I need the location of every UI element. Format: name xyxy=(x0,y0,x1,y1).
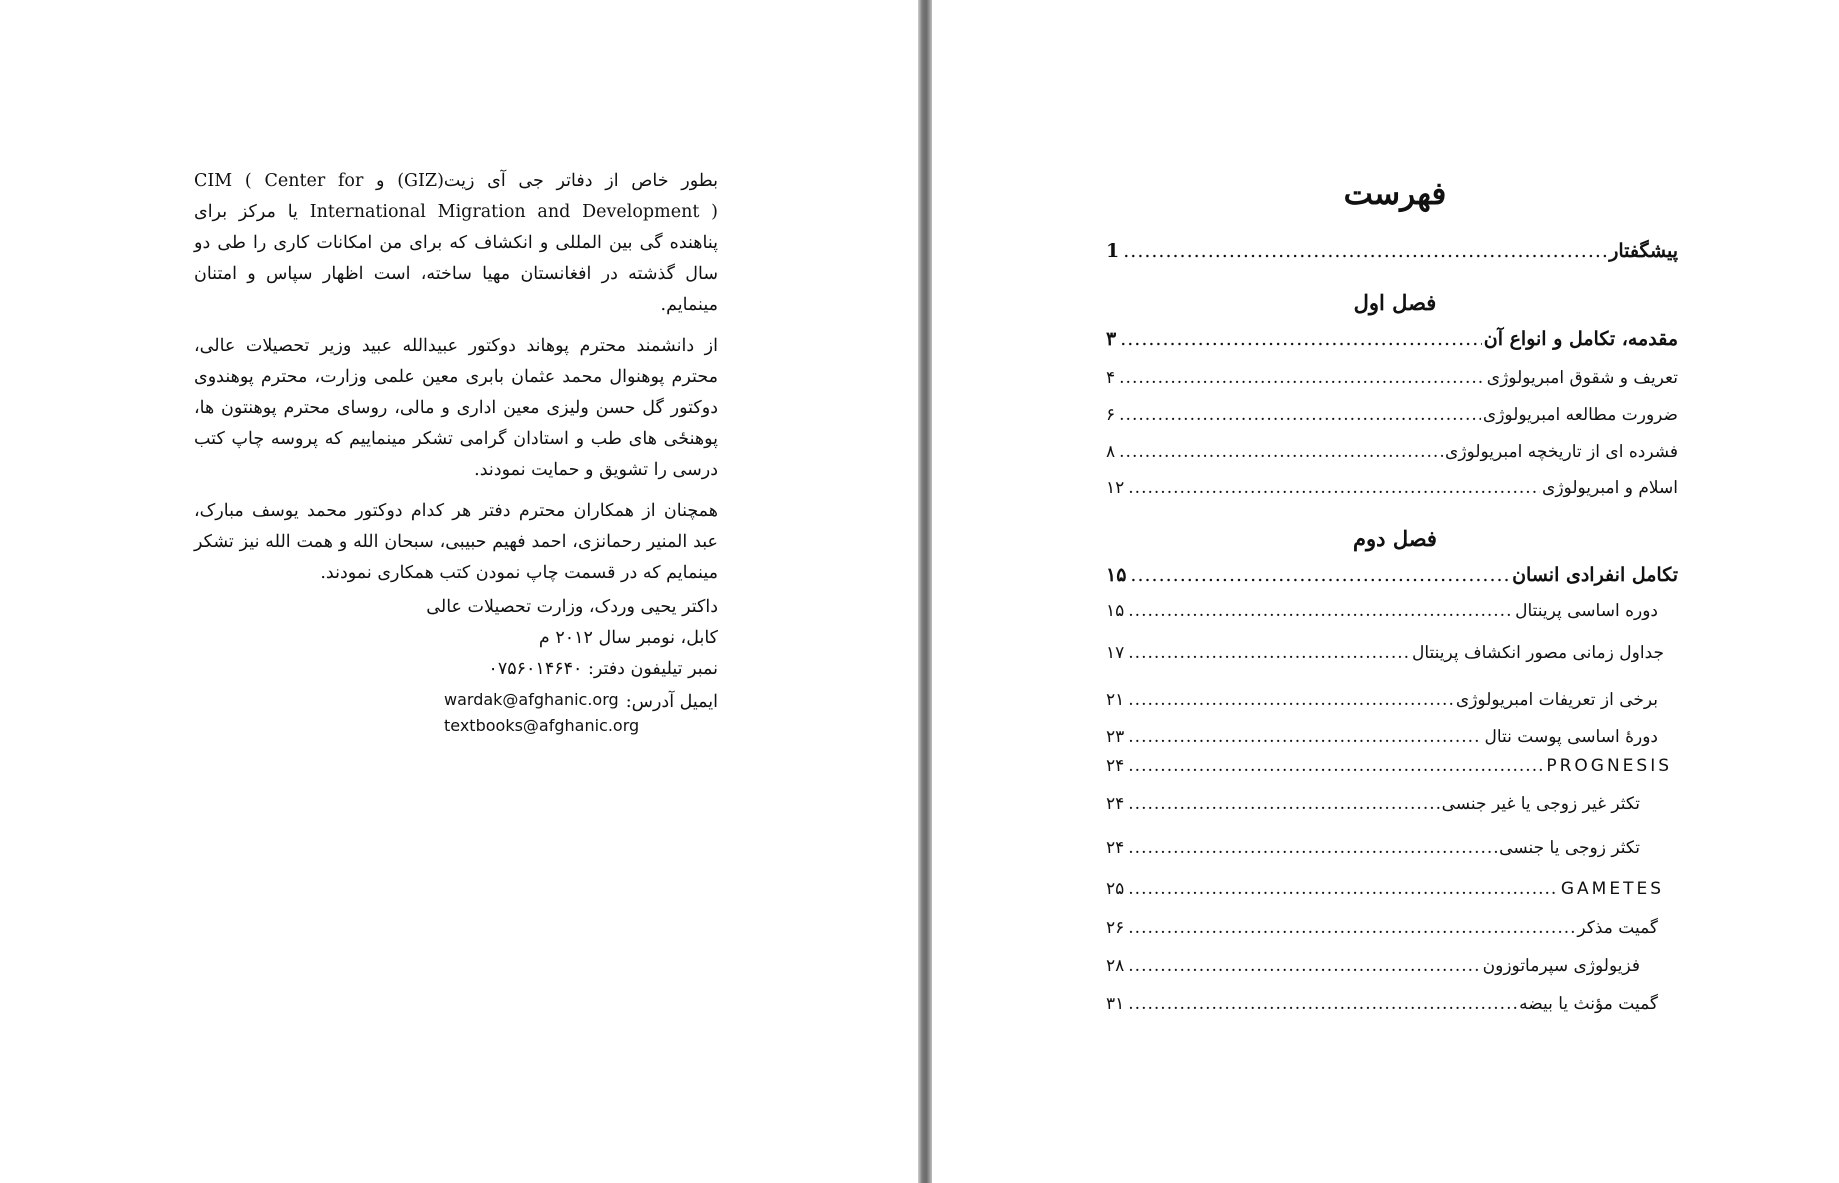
toc-page-number: ۲۴ xyxy=(1106,756,1125,776)
toc-item[interactable] xyxy=(1106,879,1664,899)
toc-entry-title: تکثر زوجی یا جنسی xyxy=(1499,838,1640,858)
toc-leader xyxy=(1119,442,1443,462)
toc-page-number: ۲۵ xyxy=(1106,879,1125,899)
toc-item[interactable] xyxy=(1106,690,1658,710)
toc-item[interactable] xyxy=(1106,918,1658,938)
toc-page-number: ۲۸ xyxy=(1106,956,1125,976)
toc-entry-title: گمیت مؤنث یا بیضه xyxy=(1519,994,1658,1014)
toc-leader xyxy=(1128,879,1559,899)
toc-page-number: ۱۲ xyxy=(1106,478,1125,498)
toc-entry-title: برخی از تعریفات امبریولوژی xyxy=(1455,690,1658,710)
toc-page-number: ۲۶ xyxy=(1106,918,1125,938)
toc-leader xyxy=(1119,405,1481,425)
toc-item[interactable] xyxy=(1106,838,1640,858)
toc-leader xyxy=(1128,690,1454,710)
toc-chapter-1-main[interactable] xyxy=(1106,328,1678,350)
toc-leader xyxy=(1128,601,1513,621)
toc-page-number: ۴ xyxy=(1106,368,1116,388)
toc-leader xyxy=(1128,794,1439,814)
toc-page-number: ۳۱ xyxy=(1106,994,1125,1014)
toc-page-number: ۱۵ xyxy=(1106,601,1125,621)
toc-leader xyxy=(1123,240,1607,262)
signoff-date: کابل، نومبر سال ۲۰۱۲ م xyxy=(538,628,718,648)
ack-p1-cim: CIM ( Center for International Migration and Development ) xyxy=(194,171,719,222)
toc-page-number: ۲۳ xyxy=(1106,727,1125,747)
toc-entry-title: دورۀ اساسی پوست نتال xyxy=(1484,727,1658,747)
toc-leader xyxy=(1128,918,1575,938)
toc-item[interactable] xyxy=(1106,956,1640,976)
toc-leader xyxy=(1128,994,1517,1014)
email-row xyxy=(420,687,718,735)
toc-leader xyxy=(1128,478,1540,498)
toc-item[interactable] xyxy=(1106,368,1678,388)
toc-page-number: ۳ xyxy=(1106,328,1117,350)
toc-entry-title: تکامل انفرادی انسان xyxy=(1512,564,1678,586)
toc-entry-title: تکثر غیر زوجی یا غیر جنسی xyxy=(1441,794,1640,814)
email-list xyxy=(444,687,639,739)
email-textbooks[interactable]: textbooks@afghanic.org xyxy=(444,716,640,735)
toc-entry-title: تعریف و شقوق امبریولوژی xyxy=(1486,368,1678,388)
toc-leader xyxy=(1120,328,1482,350)
ack-p1-before: بطور خاص از دفاتر جی آی زیت xyxy=(443,171,718,191)
signoff-name: داکتر یحیی وردک، وزارت تحصیلات عالی xyxy=(426,597,718,617)
toc-page-number: 1 xyxy=(1106,240,1120,262)
toc-item[interactable] xyxy=(1106,478,1678,498)
toc-item[interactable] xyxy=(1106,442,1678,462)
toc-entry-title: ضرورت مطالعه امبریولوژی xyxy=(1482,405,1678,425)
toc-entry-title: اسلام و امبریولوژی xyxy=(1542,478,1678,498)
book-gutter xyxy=(918,0,932,1183)
toc-item[interactable] xyxy=(1106,601,1658,621)
ack-p1-giz: (GIZ) xyxy=(397,171,444,191)
signoff-phone: نمبر تیلیفون دفتر: ۰۷۵۶۰۱۴۶۴۰ xyxy=(488,659,718,679)
toc-entry-title: جداول زمانی مصور انکشاف پرینتال xyxy=(1411,643,1664,663)
toc-entry-title: فشرده ای از تاریخچه امبریولوژی xyxy=(1445,442,1678,462)
chapter-1-heading: فصل اول xyxy=(1353,290,1437,315)
ack-paragraph-1 xyxy=(194,166,718,321)
toc-leader xyxy=(1128,756,1544,776)
toc-item[interactable] xyxy=(1106,994,1658,1014)
toc-leader xyxy=(1130,564,1510,586)
toc-title: فهرست xyxy=(1343,176,1447,212)
signoff-block xyxy=(420,592,718,735)
email-wardak[interactable]: wardak@afghanic.org xyxy=(444,690,619,709)
toc-chapter-2-main[interactable] xyxy=(1106,564,1678,586)
toc-entry-title: GAMETES xyxy=(1560,879,1664,899)
toc-entry-title: پیشگفتار xyxy=(1609,240,1678,262)
toc-leader xyxy=(1128,838,1497,858)
left-page xyxy=(0,0,918,1183)
toc-leader xyxy=(1128,956,1480,976)
toc-page-number: ۱۵ xyxy=(1106,564,1127,586)
toc-entry-title: دوره اساسی پرینتال xyxy=(1515,601,1658,621)
toc-preface[interactable] xyxy=(1106,240,1678,262)
toc-item[interactable] xyxy=(1106,794,1640,814)
toc-page-number: ۱۷ xyxy=(1106,643,1125,663)
chapter-2-heading: فصل دوم xyxy=(1353,526,1437,551)
toc-item[interactable] xyxy=(1106,405,1678,425)
acknowledgement-text xyxy=(194,166,718,599)
ack-p1-after: یا مرکز برای پناهنده گی بین المللی و انکشاف که برای من امکانات کاری را طی دو سال گذشته در افغانستان مهیا ساخته، است اظهار سپاس و امتنان مینمایم. xyxy=(194,202,718,315)
ack-p1-middle: و xyxy=(363,171,398,191)
toc-entry-title: گمیت مذکر xyxy=(1577,918,1658,938)
toc-entry-title: فزیولوژی سپرماتوزون xyxy=(1482,956,1640,976)
toc-entry-title: PROGNESIS xyxy=(1546,756,1672,776)
toc-item[interactable] xyxy=(1106,727,1658,747)
toc-item[interactable] xyxy=(1106,643,1664,663)
toc-leader xyxy=(1128,727,1482,747)
toc-page-number: ۲۴ xyxy=(1106,838,1125,858)
ack-paragraph-2: از دانشمند محترم پوهاند دوکتور عبیدالله عبید وزیر تحصیلات عالی، محترم پوهنوال محمد عثمان بابری معین علمی وزارت، محترم پوهندوی دوکتور گل حسن ولیزی معین اداری و مالی، روسای محترم پوهنتون ها، پوهنځی های طب و استادان گرامی تشکر مینماییم که پروسه چاپ کتب درسی را تشویق و حمایت نمودند. xyxy=(194,336,718,480)
email-label: ایمیل آدرس: xyxy=(625,692,718,712)
toc-page-number: ۲۴ xyxy=(1106,794,1125,814)
toc-page-number: ۶ xyxy=(1106,405,1116,425)
toc-item[interactable] xyxy=(1106,756,1672,776)
ack-paragraph-3: همچنان از همکاران محترم دفتر هر کدام دوکتور محمد یوسف مبارک، عبد المنیر رحمانزی، احمد فهیم حبیبی، سبحان الله و همت الله نیز تشکر مینمایم که در قسمت چاپ نمودن کتب همکاری نمودند. xyxy=(194,501,718,583)
toc-leader xyxy=(1119,368,1485,388)
toc-leader xyxy=(1128,643,1410,663)
toc-page-number: ۲۱ xyxy=(1106,690,1125,710)
toc-entry-title: مقدمه، تکامل و انواع آن xyxy=(1483,328,1678,350)
toc-page-number: ۸ xyxy=(1106,442,1116,462)
